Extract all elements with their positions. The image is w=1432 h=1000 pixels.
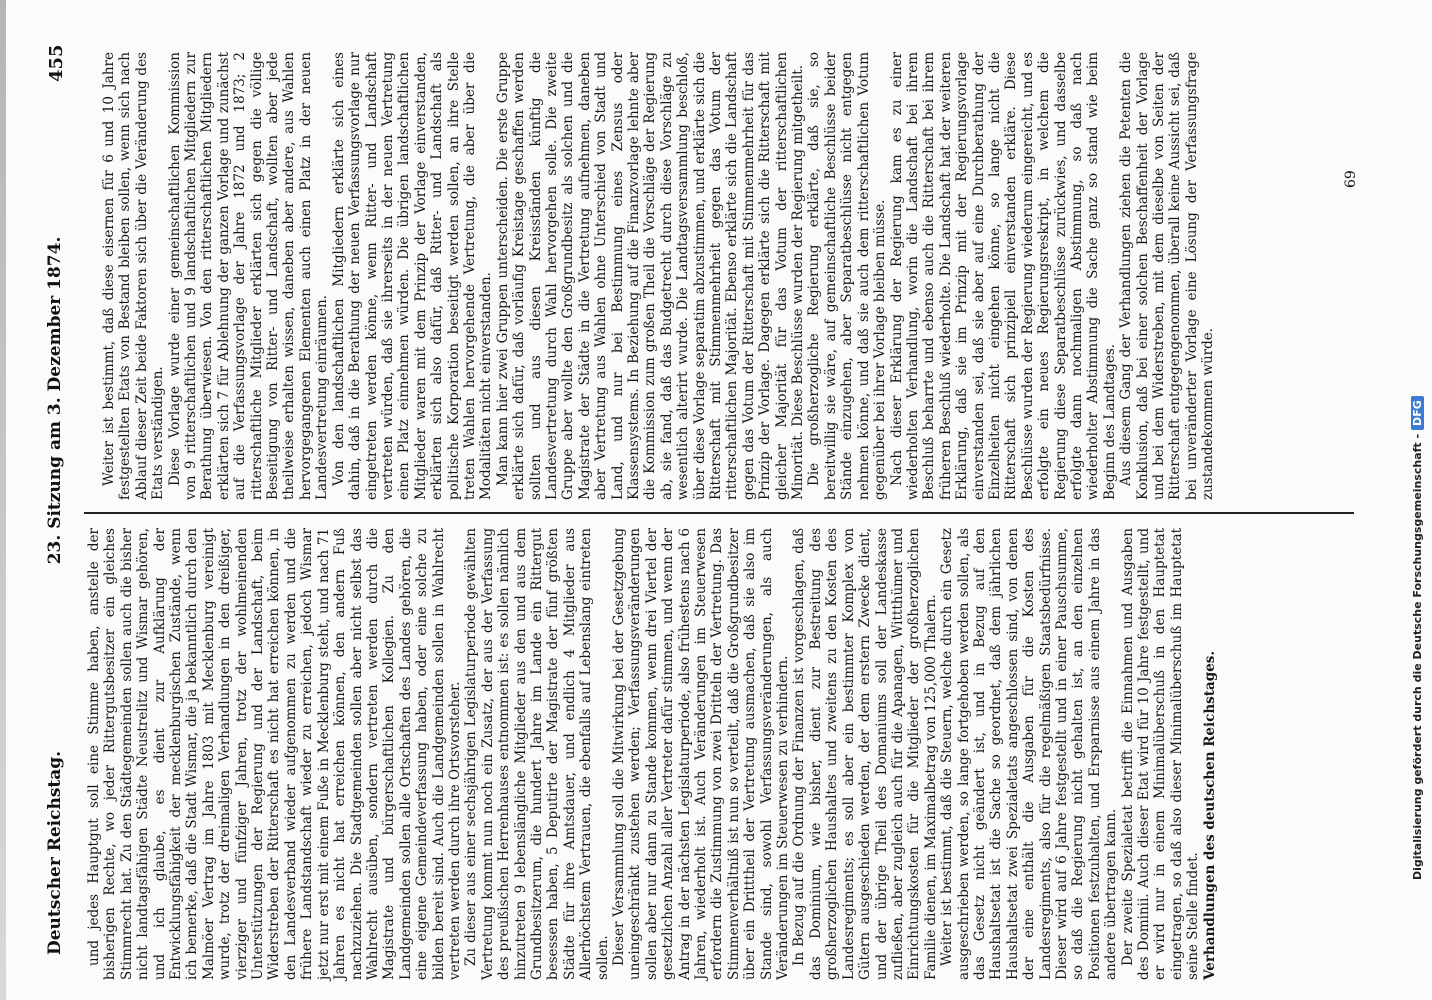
paragraph: Diese Vorlage wurde einer gemeinschaftlichen Kommission von 9 ritterschaftlichen und 9 landschaftlichen Mitgliedern zur Berathung überwiesen. Von den ritterschaftlichen Mitgliedern erklärten sich 7 für Ablehnung der ganzen Vorlage und zunächst auf die Verfassungsvorlage der Jahre 1872 und 1873; 2 ritterschaftliche Mitglieder erklärten sich gegen die völlige Beseitigung von Ritter- und Landschaft, wollten aber jede theilweise erhalten wissen, daneben aber andere, aus Wahlen hervorgegangenen Elementen auch einen Platz in der neuen Landesvertretung einräumen.: [166, 52, 331, 500]
footer-note: Verhandlungen des deutschen Reichstages.: [1201, 650, 1218, 980]
left-column: [86, 528, 1218, 980]
page-number: 455: [46, 44, 67, 82]
page-edge-shadow: [0, 0, 6, 1000]
paragraph: Weiter ist bestimmt, daß die Steuern, welche durch ein Gesetz ausgeschrieben werden, so lange fortgehoben werden sollen, als das Gesetz nicht geändert ist, und in Bezug auf den Haushaltsetat ist die Sache so geordnet, daß dem jährlichen Haushaltsetat zwei Spezialetats angeschlossen sind, von denen der eine enthält die Ausgaben für die Kosten des Landesregiments, also für die regelmäßigen Staatsbedürfnisse. Dieser wird auf 6 Jahre festgestellt und in einer Pauschsumme, so daß die Regierung nicht gehalten ist, an den einzelnen Positionen festzuhalten, und Ersparnisse aus einem Jahre in das andere übertragen kann.: [939, 528, 1120, 980]
right-column: [101, 52, 1361, 500]
paragraph: und jedes Hauptgut soll eine Stimme haben, anstelle der bisherigen Rechte, wo jeder Rittergutsbesitzer ein gleiches Stimmrecht hat. Zu den Städtegemeinden sollen auch die bisher nicht landtagsfähigen Städte Neustrelitz und Wismar gehören, und ich glaube, es dient zur Aufklärung der Entwicklungsfähigkeit der mecklenburgischen Zustände, wenn ich bemerke, daß die Stadt Wismar, die ja bekanntlich durch den Malmöer Vertrag im Jahre 1803 mit Mecklenburg vereinigt wurde, trotz der dreimaligen Verhandlungen in den dreißiger, vierziger und fünfziger Jahren, trotz der wohlmeinenden Unterstützungen der Regierung und der Landschaft, beim Widerstreben der Ritterschaft es nicht hat erreichen können, in den Landesverband wieder aufgenommen zu werden und die frühere Landstandschaft wieder zu erreichen, jedoch Wismar jetzt nur erst mit einem Fuße in Mecklenburg steht, und nach 71 Jahren es nicht hat erreichen können, den andern Fuß nachzuziehen. Die Stadtgemeinden sollen aber nicht selbst das Wahlrecht ausüben, sondern vertreten werden durch die Magistrate und bürgerschaftlichen Kollegien. Zu den Landgemeinden sollen alle Ortschaften des Landes gehören, die eine eigene Gemeindeverfassung haben, oder eine solche zu bilden bereit sind. Auch die Landgemeinden sollen in Wahlrecht vertreten werden durch ihre Ortsvorsteher.: [86, 528, 463, 980]
paragraph: Nach dieser Erklärung der Regierung kam es zu einer wiederholten Verhandlung, worin die Landschaft bei ihrem Beschluß beharrte und ebenso auch die Ritterschaft bei ihrem früheren Beschluß wiederholte. Die Landschaft hat der weiteren Erklärung, daß sie im Prinzip mit der Regierungsvorlage einverstanden sei, daß sie aber auf eine Durchberathung der Einzelheiten nicht eingehen könne, so lange nicht die Ritterschaft sich prinzipiell einverstanden erkläre. Diese Beschlüsse wurden der Regierung wiederum eingereicht, und es erfolgte ein neues Regierungsreskript, in welchem die Regierung diese Separatbeschlüsse zurückwies, und dasselbe erfolgte dann nochmaligen Abstimmung, so daß nach wiederholter Abstimmung die Sache ganz so stand wie beim Beginn des Landtages.: [888, 52, 1118, 500]
paragraph: Aus diesem Gang der Verhandlungen ziehen die Petenten die Konklusion, daß bei einer solchen Beschaffenheit der Vorlage und bei dem Widerstreben, mit dem dieselbe von Seiten der Ritterschaft entgegengenommen, überall keine Aussicht sei, daß bei unveränderter Vorlage eine Lösung der Verfassungsfrage zustandekommen würde.: [1118, 52, 1217, 500]
paragraph: Der zweite Spezialetat betrifft die Einnahmen und Ausgaben des Dominii. Auch dieser Etat wird für 10 Jahre festgestellt, und er wird nur in einem Minimalüberschuß in den Hauptetat eingetragen, so daß also dieser Minimalüberschuß im Hauptetat seine Stelle findet.: [1119, 528, 1202, 980]
paragraph: In Bezug auf die Ordnung der Finanzen ist vorgeschlagen, daß das Dominium, wie bisher, dient zur Bestreitung des großherzoglichen Haushaltes und zweitens zu den Kosten des Landesregiments; es soll aber ein bestimmter Komplex von Gütern ausgeschieden werden, der dem erstern Zwecke dient, und der übrige Theil des Domaniums soll der Landeskasse zufließen, aber zugleich auch für die Apanagen, Wittthümer und Einrichtungskosten für die Mitglieder der großherzoglichen Familie dienen, im Maximalbetrag von 125,000 Thalern.: [791, 528, 939, 980]
running-head: [38, 50, 72, 955]
paragraph: Die großherzogliche Regierung erklärte, daß sie, so bereitwillig sie wäre, auf gemeinschaftliche Beschlüsse beider Stände einzugehen, aber Separatbeschlüsse nicht entgegen nehmen könne, und daß sie auch dem ritterschaftlichen Votum gegenüber bei ihrer Vorlage bleiben müsse.: [806, 52, 889, 500]
paragraph: Weiter ist bestimmt, daß diese eisernen für 6 und 10 Jahre festgestellten Etats von Bestand bleiben sollen, wenn sich nach Ablauf dieser Zeit beide Faktoren sich über die Veränderung des Etats verständigen.: [101, 52, 167, 500]
digitization-watermark: [1411, 40, 1424, 880]
dfg-badge: DFG: [1411, 396, 1424, 430]
header-left: Deutscher Reichstag.: [45, 750, 65, 955]
header-center: 23. Sitzung am 3. Dezember 1874.: [45, 236, 65, 565]
paragraph: Dieser Versammlung soll die Mitwirkung bei der Gesetzgebung uneingeschränkt zustehen werden; Verfassungsveränderungen sollen aber nur dann zu Stande kommen, wenn drei Viertel der gesetzlichen Anzahl aller Vertreter dafür stimmen, und wenn der Antrag in der nächsten Legislaturperiode, also frühestens nach 6 Jahren, wiederholt ist. Auch Veränderungen im Steuerwesen erfordern die Zustimmung von zwei Dritteln der Vertretung. Das Stimmenverhältniß ist nun so verteilt, daß die Großgrundbesitzer über ein Dritttheil der Vertretung ausmachen, daß sie also im Stande sind, sowohl Verfassungsveränderungen, als auch Veränderungen im Steuerwesen zu verhindern.: [611, 528, 792, 980]
sheet-signature: 69: [1343, 170, 1359, 188]
paragraph: Zu dieser aus einer sechsjährigen Legislaturperiode gewählten Vertretung kommt nun noch ein Zusatz, der aus der Verfassung des preußischen Herrenhauses entnommen ist: es sollen nämlich hinzutreten 9 lebenslängliche Mitglieder aus den und aus dem Grundbesitzerum, die hundert Jahre im Lande ein Rittergut besessen haben, 5 Deputirte der Magistrate der fünf größten Städte für ihre Amtsdauer, und endlich 4 Mitglieder aus Allerhöchstem Vertrauen, die ebenfalls auf Lebenslang eintreten sollen.: [463, 528, 611, 980]
watermark-text: Digitalisierung gefördert durch die Deutsche Forschungsgemeinschaft -: [1411, 433, 1424, 880]
paragraph: Von den landschaftlichen Mitgliedern erklärte sich eines dahin, daß in die Berathung der neuen Verfassungsvorlage nur eingetreten werden könne, wenn Ritter- und Landschaft vertreten würden, daß sie ihrerseits in der neuen Vertretung einen Platz einnehmen würden. Die übrigen landschaftlichen Mitglieder waren mit dem Prinzip der Vorlage einverstanden, erklärten sich also dafür, daß Ritter- und Landschaft als politische Korporation beseitigt werden sollen, an ihre Stelle treten Wahlen hervorgehende Vertretung, die aber über die Modalitäten nicht einverstanden.: [330, 52, 495, 500]
paragraph: Man kann hier zwei Gruppen unterscheiden. Die erste Gruppe erklärte sich dafür, daß vorläufig Kreistage geschaffen werden sollten und aus diesen Kreisständen künftig die Landesvertretung durch Wahl hervorgehen solle. Die zweite Gruppe aber wollte den Großgrundbesitz als solchen und die Magistrate der Städte in die Vertretung aufnehmen, daneben aber Vertretung aus Wahlen ohne Unterschied von Stadt und Land, und nur bei Bestimmung eines Zensus oder Klassensystems. In Beziehung auf die Finanzvorlage lehnte aber die Kommission zum großen Theil die Vorschläge der Regierung ab, sie fand, daß das Budgetrecht durch diese Vorschläge zu wesentlich alterirt wurde. Die Landtagsversammlung beschloß, über diese Vorlage separatim abzustimmen, und erklärte sich die Ritterschaft mit Stimmenmehrheit gegen das Votum der ritterschaftlichen Majorität. Ebenso erklärte sich die Landschaft gegen das Votum der Ritterschaft mit Stimmenmehrheit für das Prinzip der Vorlage. Dagegen erklärte sich die Ritterschaft mit gleicher Majorität für das Votum der ritterschaftlichen Minorität. Diese Beschlüsse wurden der Regierung mitgetheilt.: [494, 52, 807, 500]
column-divider: [84, 512, 1354, 514]
